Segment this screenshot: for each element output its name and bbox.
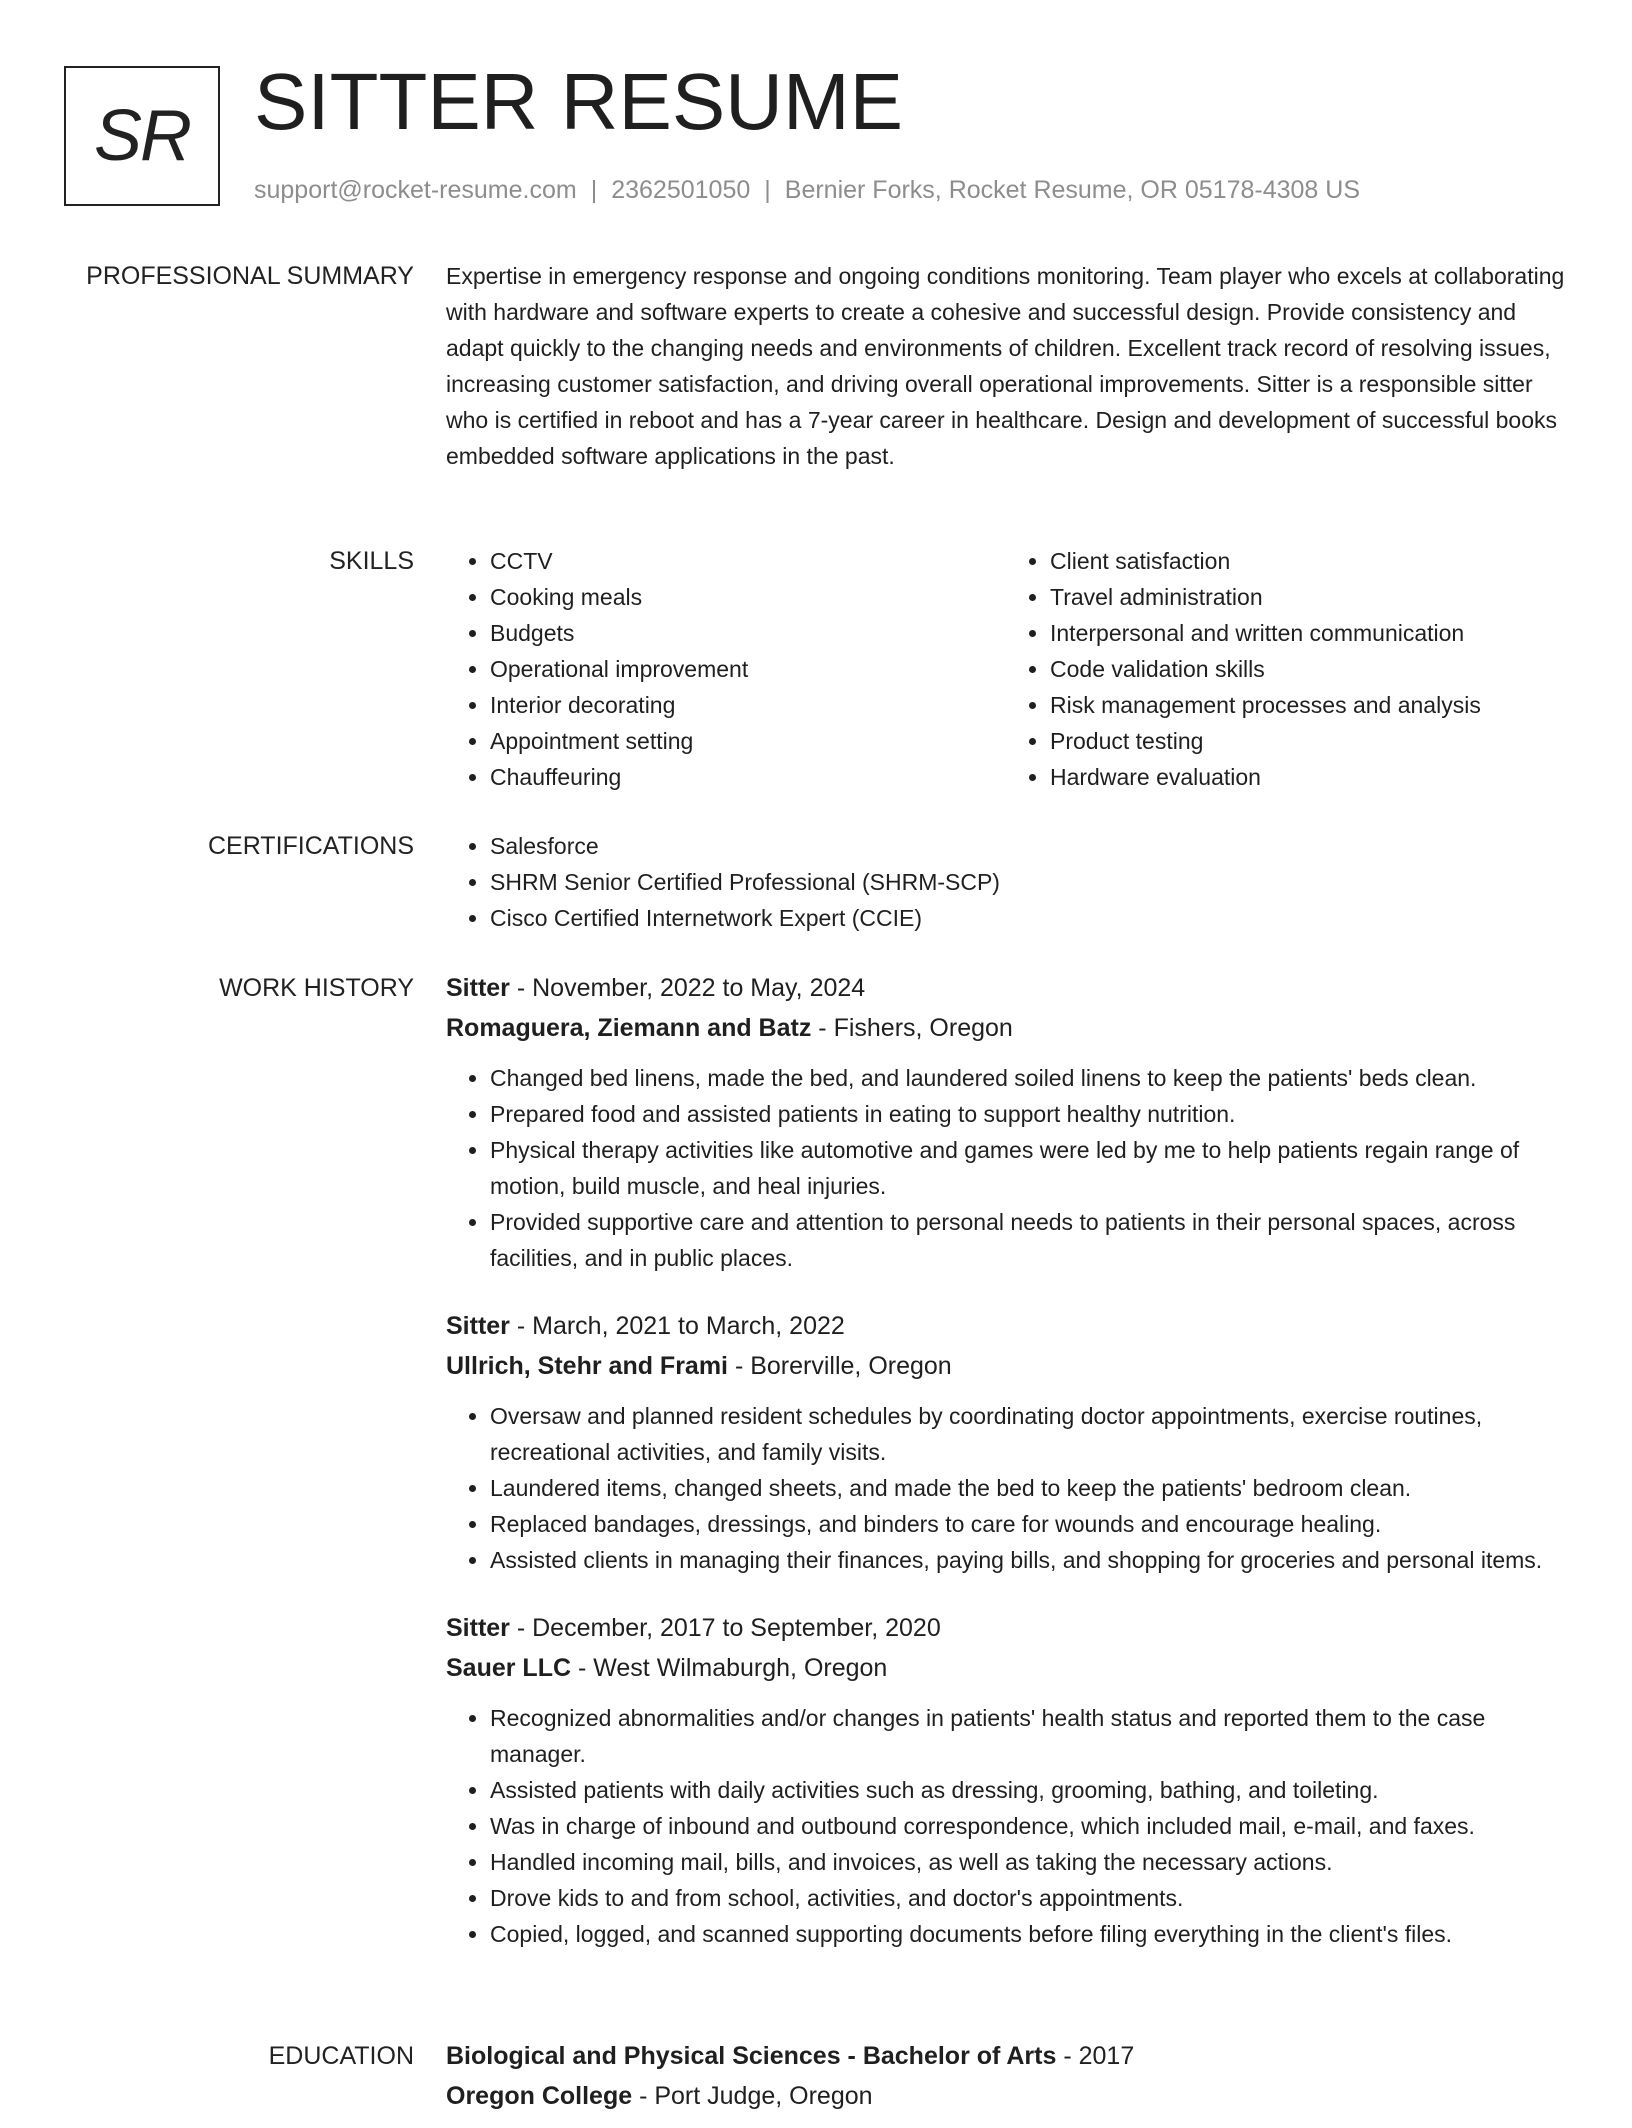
job-title-line bbox=[446, 1608, 1566, 1648]
certifications-list bbox=[446, 828, 1566, 936]
section-title-skills: SKILLS bbox=[329, 547, 414, 575]
certification-item: • Salesforce bbox=[490, 828, 1566, 864]
skill-item: • Product testing bbox=[1050, 723, 1566, 759]
skill-item: • Client satisfaction bbox=[1050, 543, 1566, 579]
certification-item: • SHRM Senior Certified Professional (SHRM-SCP) bbox=[490, 864, 1566, 900]
skills-list-right bbox=[1006, 543, 1566, 795]
skill-item: • Interpersonal and written communication bbox=[1050, 615, 1566, 651]
education-school-line bbox=[446, 2076, 1566, 2116]
skill-item: • Travel administration bbox=[1050, 579, 1566, 615]
job-duty-item: • Oversaw and planned resident schedules by coordinating doctor appointments, exercise routines, recreational activities, and family visits. bbox=[490, 1398, 1566, 1470]
education-school: Oregon College bbox=[446, 2082, 633, 2110]
skill-item: • CCTV bbox=[490, 543, 1006, 579]
certification-item: • Cisco Certified Internetwork Expert (CCIE) bbox=[490, 900, 1566, 936]
skill-item: • Appointment setting bbox=[490, 723, 1006, 759]
skill-item: • Cooking meals bbox=[490, 579, 1006, 615]
contact-address: Bernier Forks, Rocket Resume, OR 05178-4308 US bbox=[784, 176, 1361, 204]
education-body bbox=[446, 2036, 1566, 2128]
job-company-line bbox=[446, 1648, 1566, 1688]
job-location: - West Wilmaburgh, Oregon bbox=[571, 1654, 888, 1682]
skill-item: • Operational improvement bbox=[490, 651, 1006, 687]
job-entry bbox=[446, 1306, 1566, 1578]
job-company: Romaguera, Ziemann and Batz bbox=[446, 1014, 812, 1042]
monogram-initials: SR bbox=[93, 96, 191, 176]
job-duties-list bbox=[446, 1700, 1566, 1952]
job-company: Sauer LLC bbox=[446, 1654, 572, 1682]
skill-item: • Hardware evaluation bbox=[1050, 759, 1566, 795]
job-role: Sitter bbox=[446, 974, 510, 1002]
skill-item: • Risk management processes and analysis bbox=[1050, 687, 1566, 723]
job-duty-item: • Prepared food and assisted patients in eating to support healthy nutrition. bbox=[490, 1096, 1566, 1132]
skill-item: • Interior decorating bbox=[490, 687, 1006, 723]
job-duty-item: • Assisted clients in managing their finances, paying bills, and shopping for groceries and personal items. bbox=[490, 1542, 1566, 1578]
job-duty-item: • Assisted patients with daily activities such as dressing, grooming, bathing, and toileting. bbox=[490, 1772, 1566, 1808]
job-entry bbox=[446, 968, 1566, 1276]
job-title-line bbox=[446, 968, 1566, 1008]
job-duty-item: • Changed bed linens, made the bed, and laundered soiled linens to keep the patients' beds clean. bbox=[490, 1060, 1566, 1096]
contact-separator: | bbox=[764, 176, 771, 204]
job-company-line bbox=[446, 1008, 1566, 1048]
job-company: Ullrich, Stehr and Frami bbox=[446, 1352, 729, 1380]
job-role: Sitter bbox=[446, 1312, 510, 1340]
job-duty-item: • Laundered items, changed sheets, and made the bed to keep the patients' bedroom clean. bbox=[490, 1470, 1566, 1506]
work-history-body bbox=[446, 968, 1566, 1982]
job-duties-list bbox=[446, 1398, 1566, 1578]
job-dates: - March, 2021 to March, 2022 bbox=[509, 1312, 845, 1340]
section-title-summary: PROFESSIONAL SUMMARY bbox=[86, 262, 414, 290]
job-location: - Fishers, Oregon bbox=[811, 1014, 1013, 1042]
job-duty-item: • Replaced bandages, dressings, and binders to care for wounds and encourage healing. bbox=[490, 1506, 1566, 1542]
skills-body bbox=[446, 543, 1566, 795]
job-duty-item: • Handled incoming mail, bills, and invoices, as well as taking the necessary actions. bbox=[490, 1844, 1566, 1880]
job-duty-item: • Physical therapy activities like automotive and games were led by me to help patients regain range of motion, build muscle, and heal injuries. bbox=[490, 1132, 1566, 1204]
section-title-certifications: CERTIFICATIONS bbox=[207, 832, 414, 860]
job-location: - Borerville, Oregon bbox=[728, 1352, 952, 1380]
job-duties-list bbox=[446, 1060, 1566, 1276]
job-role: Sitter bbox=[446, 1614, 510, 1642]
education-year: - 2017 bbox=[1056, 2042, 1135, 2070]
education-location: - Port Judge, Oregon bbox=[632, 2082, 873, 2110]
job-duty-item: • Drove kids to and from school, activities, and doctor's appointments. bbox=[490, 1880, 1566, 1916]
resume-name: SITTER RESUME bbox=[254, 57, 903, 146]
skill-item: • Budgets bbox=[490, 615, 1006, 651]
contact-email: support@rocket-resume.com bbox=[254, 176, 577, 204]
job-dates: - November, 2022 to May, 2024 bbox=[509, 974, 866, 1002]
job-duty-item: • Was in charge of inbound and outbound correspondence, which included mail, e-mail, and faxes. bbox=[490, 1808, 1566, 1844]
job-dates: - December, 2017 to September, 2020 bbox=[509, 1614, 941, 1642]
monogram-box bbox=[64, 66, 220, 206]
certifications-body bbox=[446, 828, 1566, 936]
skill-item: • Chauffeuring bbox=[490, 759, 1006, 795]
skill-item: • Code validation skills bbox=[1050, 651, 1566, 687]
contact-line bbox=[254, 173, 1360, 207]
job-duty-item: • Provided supportive care and attention to personal needs to patients in their personal spaces, across facilities, and in public places. bbox=[490, 1204, 1566, 1276]
job-company-line bbox=[446, 1346, 1566, 1386]
job-duty-item: • Copied, logged, and scanned supporting documents before filing everything in the client's files. bbox=[490, 1916, 1566, 1952]
job-duty-item: • Recognized abnormalities and/or changes in patients' health status and reported them to the case manager. bbox=[490, 1700, 1566, 1772]
skills-list-left bbox=[446, 543, 1006, 795]
education-degree-line bbox=[446, 2036, 1566, 2076]
section-title-work-history: WORK HISTORY bbox=[219, 974, 414, 1002]
job-entry bbox=[446, 1608, 1566, 1952]
summary-text: Expertise in emergency response and ongoing conditions monitoring. Team player who excels at collaborating with hardware and software experts to create a cohesive and successful design. Provide consistency and adapt quickly to the changing needs and environments of children. Excellent track record of resolving issues, increasing customer satisfaction, and driving overall operational improvements. Sitter is a responsible sitter who is certified in reboot and has a 7-year career in healthcare. Design and development of successful books embedded software applications in the past. bbox=[446, 263, 1565, 469]
job-title-line bbox=[446, 1306, 1566, 1346]
contact-phone: 2362501050 bbox=[611, 176, 751, 204]
section-title-education: EDUCATION bbox=[268, 2042, 414, 2070]
education-degree: Biological and Physical Sciences - Bachelor of Arts bbox=[446, 2042, 1057, 2070]
contact-separator: | bbox=[590, 176, 598, 204]
